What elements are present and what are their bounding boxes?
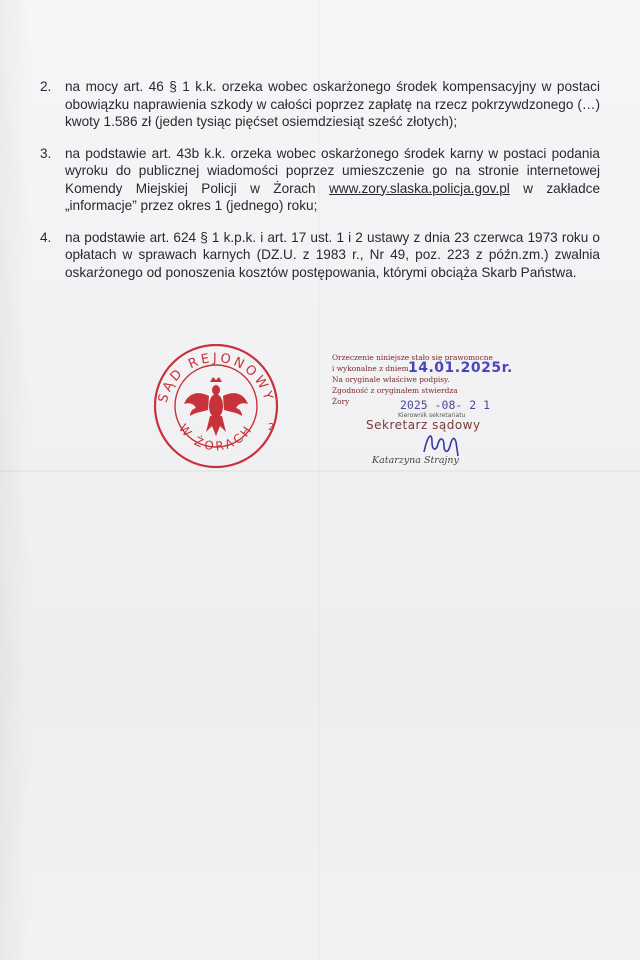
- item-text: na mocy art. 46 § 1 k.k. orzeka wobec oskarżonego środek kompensacyjny w postaci obowiązku naprawienia szkody w całości poprzez zapłatę na rzecz pokrzywdzonego (…) kwoty 1.586 zł (jeden tysiąc pięćset osiemdziesiąt sześć złotych);: [65, 79, 600, 129]
- list-item: [40, 229, 600, 282]
- seal-top-text: SĄD REJONOWY: [155, 350, 277, 405]
- court-seal: [152, 342, 280, 470]
- item-number: 2.: [40, 79, 52, 94]
- seal-bottom-text: W ŻORACH: [175, 421, 256, 454]
- eagle-emblem-icon: [184, 377, 248, 436]
- item-text: na podstawie art. 624 § 1 k.p.k. i art. 17 ust. 1 i 2 ustawy z dnia 23 czerwca 1973 roku o opłatach w sprawach karnych (DZ.U. z 1983 r., Nr 49, poz. 223 z późn.zm.) zwalnia oskarżonego od ponoszenia kosztów postępowania, którymi obciąża Skarb Państwa.: [65, 229, 600, 280]
- cert-line: Na oryginale właściwe podpisy.: [332, 375, 450, 384]
- item-number: 3.: [40, 145, 52, 161]
- item-text: na podstawie art. 43b k.k. orzeka wobec oskarżonego środek karny w postaci podania wyroku do publicznej wiadomości poprzez umieszczenie go na stronie internetowej Komendy Miejskiej Policji w Żorach: [65, 145, 600, 196]
- item-number: 4.: [40, 229, 52, 245]
- item-text-continued: w zakładce „informacje” przez okres 1 (jednego) roku;: [65, 180, 600, 213]
- list-item: [40, 78, 600, 131]
- handwritten-signature-icon: [420, 428, 470, 458]
- role-small-label: Kierownik sekretariatu: [398, 412, 466, 419]
- paper-fold-horizontal: [0, 470, 640, 472]
- cert-line: Żory: [332, 397, 350, 406]
- signer-name: Katarzyna Strajny: [372, 455, 459, 466]
- seal-number: 2: [268, 422, 275, 433]
- secretary-title: Sekretarz sądowy: [366, 418, 481, 432]
- verdict-items-list: [40, 78, 600, 295]
- list-item: [40, 145, 600, 215]
- cert-line: Orzeczenie niniejsze stało się prawomocne: [332, 353, 493, 362]
- police-website-link[interactable]: www.zory.slaska.policja.gov.pl: [328, 180, 510, 196]
- cert-line: Zgodność z oryginałem stwierdza: [332, 386, 458, 395]
- cert-line: i wykonalne z dniem: [332, 364, 409, 373]
- paper-shadow: [0, 0, 30, 960]
- handwritten-date: 14.01.2025r.: [408, 360, 513, 376]
- stamp-date: 2025 -08- 2 1: [400, 398, 491, 412]
